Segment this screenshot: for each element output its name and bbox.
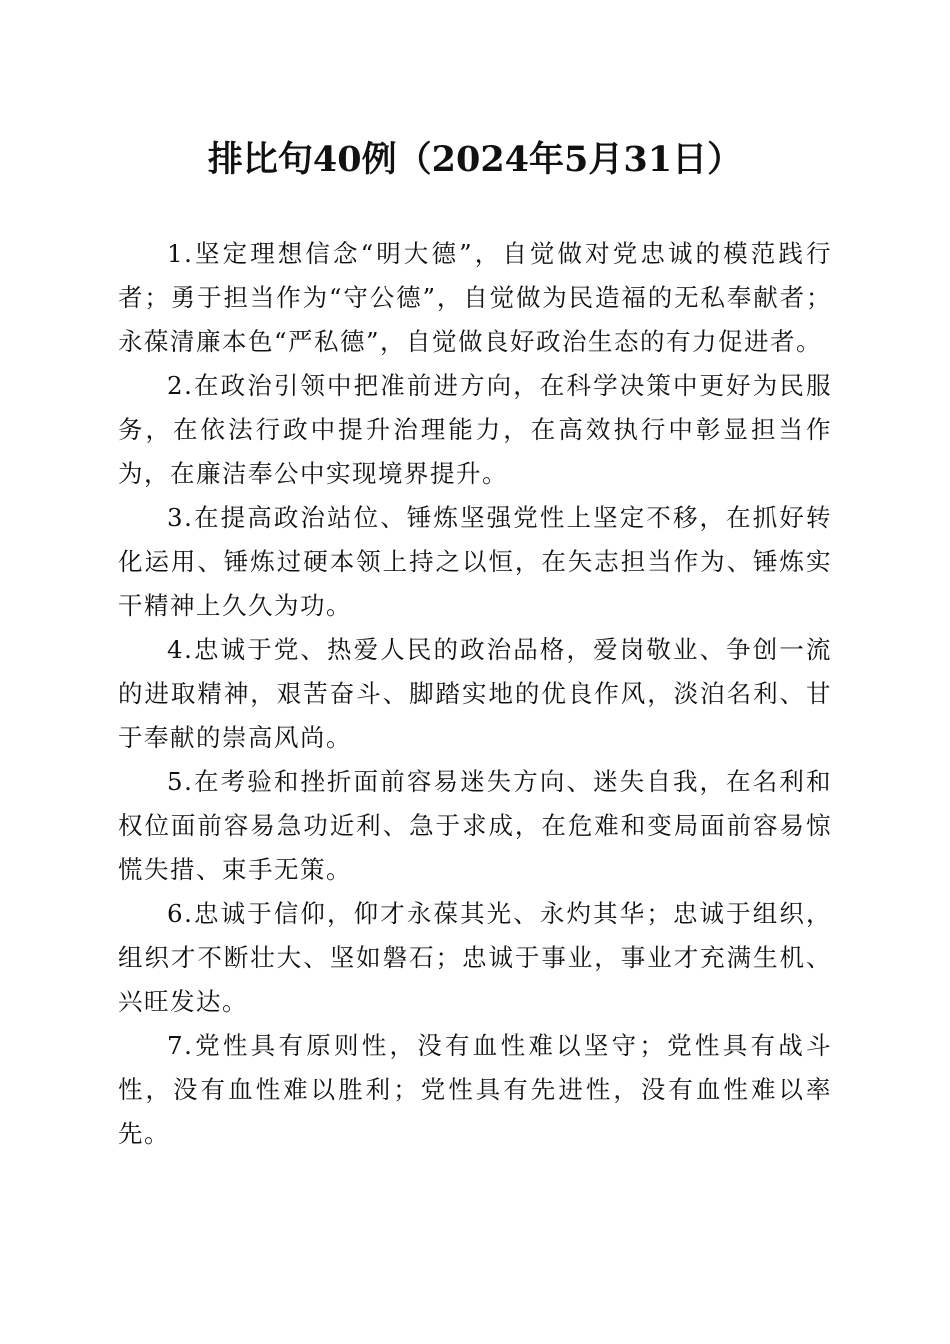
paragraph-4: 4.忠诚于党、热爱人民的政治品格，爱岗敬业、争创一流的进取精神，艰苦奋斗、脚踏实地的优良作风，淡泊名利、甘于奉献的崇高风尚。 xyxy=(118,635,832,752)
document-title: 排比句40例（2024年5月31日） xyxy=(207,139,743,180)
paragraph-7: 7.党性具有原则性，没有血性难以坚守；党性具有战斗性，没有血性难以胜利；党性具有先进性，没有血性难以率先。 xyxy=(118,1031,832,1148)
paragraph-1: 1.坚定理想信念“明大德”，自觉做对党忠诚的模范践行者；勇于担当作为“守公德”，自觉做为民造福的无私奉献者；永葆清廉本色“严私德”，自觉做良好政治生态的有力促进者。 xyxy=(118,239,832,356)
paragraph-2: 2.在政治引领中把准前进方向，在科学决策中更好为民服务，在依法行政中提升治理能力，在高效执行中彰显担当作为，在廉洁奉公中实现境界提升。 xyxy=(118,371,832,488)
paragraph-6: 6.忠诚于信仰，仰才永葆其光、永灼其华；忠诚于组织，组织才不断壮大、坚如磐石；忠诚于事业，事业才充满生机、兴旺发达。 xyxy=(118,899,832,1016)
paragraph-3: 3.在提高政治站位、锤炼坚强党性上坚定不移，在抓好转化运用、锤炼过硬本领上持之以恒，在矢志担当作为、锤炼实干精神上久久为功。 xyxy=(118,503,832,620)
paragraph-5: 5.在考验和挫折面前容易迷失方向、迷失自我，在名利和权位面前容易急功近利、急于求成，在危难和变局面前容易惊慌失措、束手无策。 xyxy=(118,767,832,884)
document-body xyxy=(118,232,832,1156)
